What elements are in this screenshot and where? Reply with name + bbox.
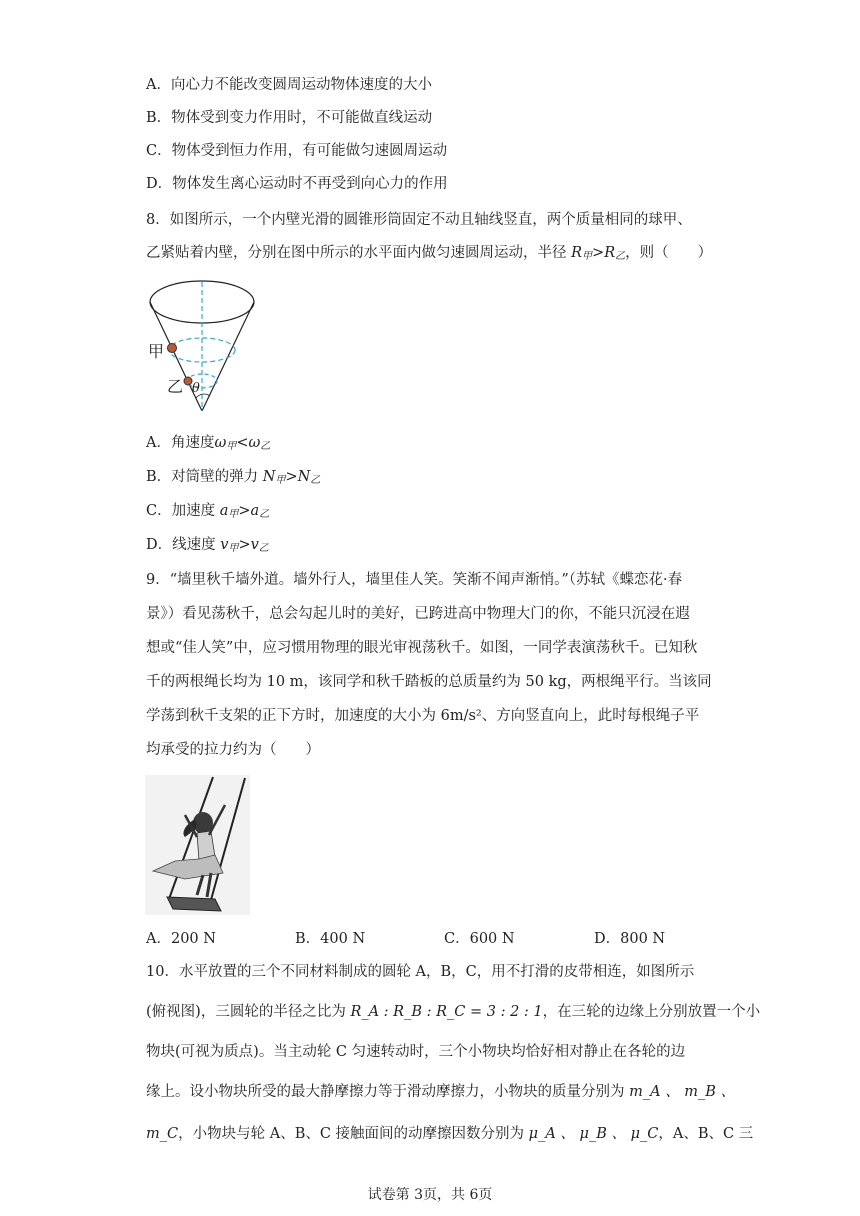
q8-option-c: C．加速度 $a_甲>a_乙$ (146, 503, 270, 520)
label-yi: 乙 (167, 377, 184, 396)
q10-stem-line3: 物块(可视为质点)。当主动轮 C 匀速转动时，三个小物块均恰好相对静止在各轮的边 (146, 1044, 686, 1060)
page-footer: 试卷第 3页，共 6页 (367, 1187, 493, 1203)
q9-stem-line6: 均承受的拉力约为（ ） (146, 742, 320, 758)
q10-stem-line2: (俯视图)，三圆轮的半径之比为 R_A : R_B : R_C = 3 : 2 : 1，在三轮的边缘上分别放置一个小 (146, 1004, 761, 1020)
q10-stem-line5: m_C，小物块与轮 A、B、C 接触面间的动摩擦因数分别为 μ_A 、 μ_B 、 μ_C，A、B、C 三 (146, 1126, 754, 1142)
q8-stem-line1: 8．如图所示，一个内壁光滑的圆锥形筒固定不动且轴线竖直，两个质量相同的球甲、 (146, 212, 692, 228)
q7-option-d: D．物体发生离心运动时不再受到向心力的作用 (146, 176, 448, 192)
q8-option-a: A．角速度$\omega_甲<\omega_乙$ (146, 435, 271, 452)
q9-stem-line3: 想或“佳人笑”中，应习惯用物理的眼光审视荡秋千。如图，一同学表演荡秋千。已知秋 (146, 640, 698, 656)
q10-stem-line1: 10．水平放置的三个不同材料制成的圆轮 A，B，C，用不打滑的皮带相连，如图所示 (146, 964, 695, 980)
q9-stem-line2: 景》）看见荡秋千，总会勾起儿时的美好，已跨进高中物理大门的你，不能只沉浸在遐 (146, 606, 690, 622)
q8-stem-line2: 乙紧贴着内壁，分别在图中所示的水平面内做匀速圆周运动，半径 $R_甲>R_乙$，则（ ） (146, 245, 713, 262)
label-jia: 甲 (148, 342, 165, 361)
q8-option-d: D．线速度 $v_甲>v_乙$ (146, 537, 269, 554)
q9-option-d: D．800 N (594, 931, 666, 947)
q9-option-a: A．200 N (146, 931, 216, 947)
q7-option-c: C．物体受到恒力作用，有可能做匀速圆周运动 (146, 143, 448, 159)
label-theta: θ (192, 381, 200, 396)
q9-stem-line4: 千的两根绳长均为 10 m，该同学和秋千踏板的总质量约为 50 kg，两根绳平行。当该同 (146, 674, 712, 690)
q9-stem-line5: 学荡到秋千支架的正下方时，加速度的大小为 6m/s²、方向竖直向上，此时每根绳子平 (146, 708, 700, 724)
q9-stem-line1: 9．“墙里秋千墙外道。墙外行人，墙里佳人笑。笑渐不闻声渐悄。”（苏轼《蝶恋花·春 (146, 572, 683, 588)
swing-figure (145, 775, 250, 915)
q9-option-c: C．600 N (444, 931, 515, 947)
q7-option-a: A．向心力不能改变圆周运动物体速度的大小 (146, 77, 432, 93)
q7-option-b: B．物体受到变力作用时，不可能做直线运动 (146, 110, 433, 126)
q10-stem-line4: 缘上。设小物块所受的最大静摩擦力等于滑动摩擦力，小物块的质量分别为 m_A 、 m_B 、 (146, 1084, 736, 1100)
q8-option-b: B．对筒壁的弹力 $N_甲>N_乙$ (146, 469, 321, 486)
q9-option-b: B．400 N (295, 931, 366, 947)
